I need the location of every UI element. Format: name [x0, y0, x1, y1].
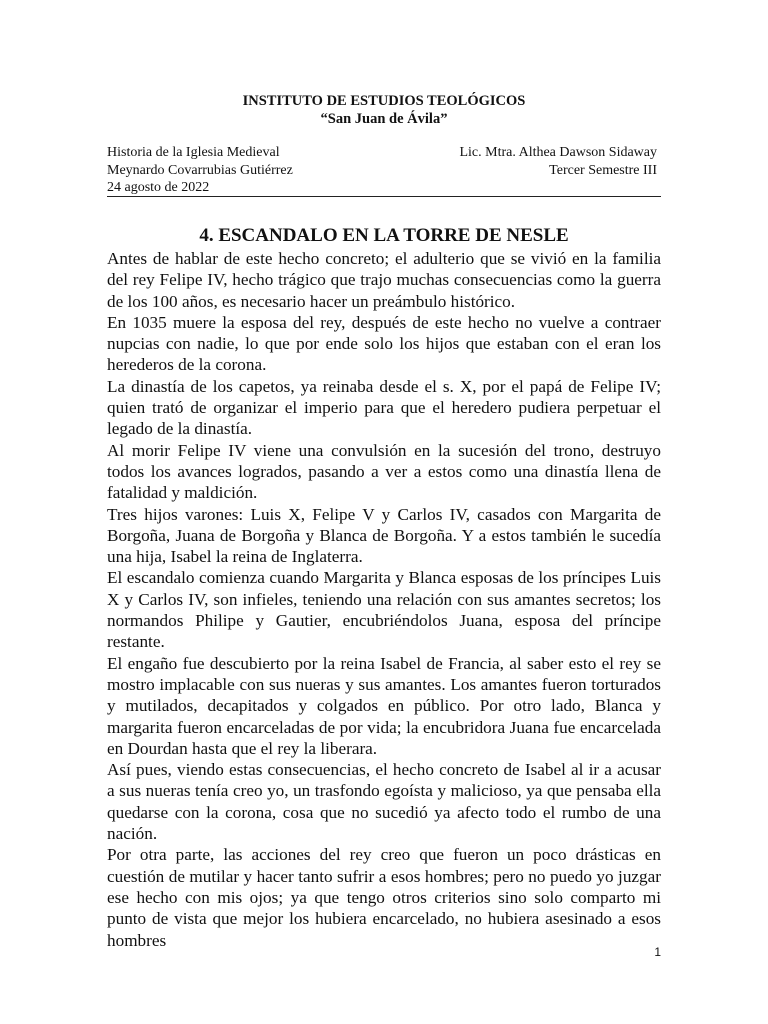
student-name: Meynardo Covarrubias Gutiérrez — [107, 162, 293, 178]
paragraph: En 1035 muere la esposa del rey, después de este hecho no vuelve a contraer nupcias con nadie, lo que por ende solo los hijos que estaban con el eran los herederos de la corona. — [107, 312, 661, 375]
teacher-name: Lic. Mtra. Althea Dawson Sidaway — [459, 145, 657, 160]
course-name: Historia de la Iglesia Medieval — [107, 145, 280, 160]
paragraph: Antes de hablar de este hecho concreto; el adulterio que se vivió en la familia del rey Felipe IV, hecho trágico que trajo muchas consecuencias como la guerra de los 100 años, es necesario hacer un preámbulo histórico. — [107, 249, 661, 311]
semester: Tercer Semestre III — [549, 162, 657, 178]
paragraph: Así pues, viendo estas consecuencias, el hecho concreto de Isabel al ir a acusar a sus nueras tenía creo yo, un trasfondo egoísta y malicioso, ya que pensaba ella quedarse con la corona, cosa que no sucedió ya afecto todo el rumbo de una nación. — [107, 760, 661, 844]
paragraph: Al morir Felipe IV viene una convulsión en la sucesión del trono, destruyo todos los avances logrados, pasando a ver a estos como una dinastía llena de fatalidad y maldición. — [107, 440, 661, 503]
institute-name: INSTITUTO DE ESTUDIOS TEOLÓGICOS — [242, 93, 526, 109]
document-title: 4. ESCANDALO EN LA TORRE DE NESLE — [199, 225, 569, 246]
document-body — [107, 248, 661, 951]
paragraph: Tres hijos varones: Luis X, Felipe V y Carlos IV, casados con Margarita de Borgoña, Juana de Borgoña y Blanca de Borgoña. Y a estos también le sucedía una hija, Isabel la reina de Inglaterra. — [107, 504, 661, 567]
document-date: 24 agosto de 2022 — [107, 180, 210, 195]
paragraph: La dinastía de los capetos, ya reinaba desde el s. X, por el papá de Felipe IV; quien trató de organizar el imperio para que el heredero pudiera perpetuar el legado de la dinastía. — [107, 376, 661, 439]
teacher-info — [459, 144, 657, 179]
paragraph: Por otra parte, las acciones del rey creo que fueron un poco drásticas en cuestión de mutilar y hacer tanto sufrir a esos hombres; pero no puedo yo juzgar ese hecho con mis ojos; ya que tengo otros criterios sino solo comparto mi punto de vista que mejor los hubiera encarcelado, no hubiera asesinado a esos hombres — [107, 845, 661, 950]
header-divider — [107, 196, 661, 197]
paragraph: El engaño fue descubierto por la reina Isabel de Francia, al saber esto el rey se mostro implacable con sus nueras y sus amantes. Los amantes fueron torturados y mutilados, decapitados y colgados en público. Por otro lado, Blanca y margarita fueron encarceladas de por vida; la encubridora Juana fue encarcelada en Dourdan hasta que el rey la liberara. — [107, 653, 661, 758]
course-info — [107, 144, 293, 197]
page-number: 1 — [654, 945, 661, 959]
institute-subtitle: “San Juan de Ávila” — [320, 111, 448, 127]
paragraph: El escandalo comienza cuando Margarita y Blanca esposas de los príncipes Luis X y Carlos IV, son infieles, teniendo una relación con sus amantes secretos; los normandos Philipe y Gautier, encubriéndolos Juana, esposa del príncipe restante. — [107, 568, 661, 652]
